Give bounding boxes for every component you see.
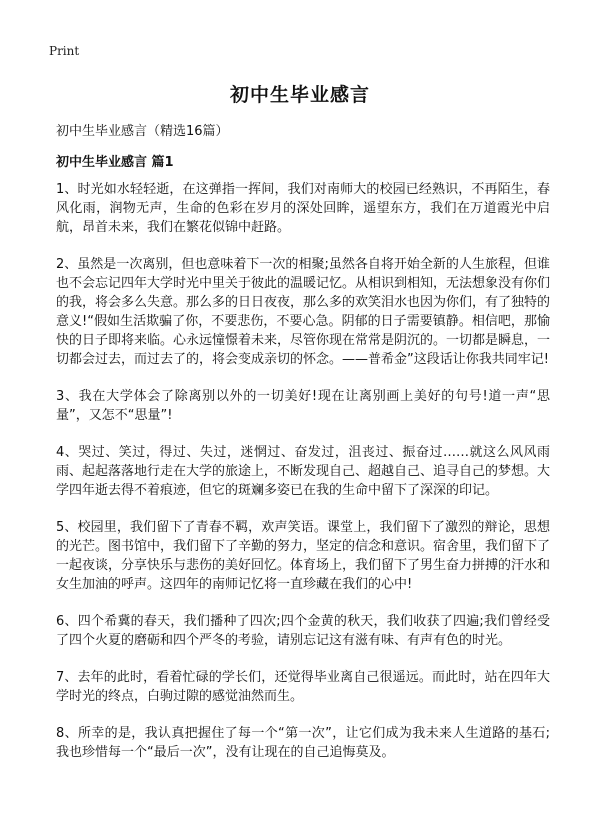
paragraph-3: 3、我在大学体会了除离别以外的一切美好!现在让离别画上美好的句号!道一声“思量”，又怎不“思量”! [56, 389, 550, 423]
document-subtitle: 初中生毕业感言（精选16篇） [56, 124, 229, 139]
paragraph-6: 6、四个希冀的春天，我们播种了四次;四个金黄的秋天，我们收获了四遍;我们曾经受了四个火夏的磨砺和四个严冬的考验，请别忘记这有滋有味、有声有色的时光。 [56, 614, 550, 648]
article-body [56, 180, 550, 780]
paragraph-2: 2、虽然是一次离别，但也意味着下一次的相聚;虽然各自将开始全新的人生旅程，但谁也不会忘记四年大学时光中里关于彼此的温暖记忆。从相识到相知，无法想象没有你们的我，将会多么失意。那么多的日日夜夜，那么多的欢笑泪水也因为你们，有了独特的意义!“假如生活欺骗了你，不要悲伤，不要心急。阴郁的日子需要镇静。相信吧，那愉快的日子即将来临。心永远憧憬着未来，尽管你现在常常是阴沉的。一切都是瞬息，一切都会过去，而过去了的，将会变成亲切的怀念。——普希金”这段话让你我共同牢记! [56, 257, 551, 367]
page-title: 初中生毕业感言 [229, 84, 370, 106]
paragraph-1: 1、时光如水轻轻逝，在这弹指一挥间，我们对南师大的校园已经熟识，不再陌生，春风化雨，润物无声，生命的色彩在岁月的深处回眸，遥望东方，我们在万道霞光中启航，昂首未来，我们在繁花似锦中赶路。 [56, 182, 550, 235]
paragraph-5: 5、校园里，我们留下了青春不羁，欢声笑语。课堂上，我们留下了激烈的辩论，思想的光芒。图书馆中，我们留下了辛勤的努力，坚定的信念和意识。宿舍里，我们留下了一起夜谈，分享快乐与悲伤的美好回忆。体育场上，我们留下了男生奋力拼搏的汗水和女生加油的呼声。这四年的南师记忆将一直珍藏在我们的心中! [56, 520, 551, 592]
paragraph-8: 8、所幸的是，我认真把握住了每一个“第一次”，让它们成为我未来人生道路的基石;我也珍惜每一个“最后一次”，没有让现在的自己追悔莫及。 [56, 726, 550, 760]
print-link[interactable]: Print [49, 44, 80, 58]
paragraph-4: 4、哭过、笑过，得过、失过，迷惘过、奋发过，沮丧过、振奋过……就这么风风雨雨、起起落落地行走在大学的旅途上，不断发现自己、超越自己、追寻自己的梦想。大学四年逝去得不着痕迹，但它的斑斓多姿已在我的生命中留下了深深的印记。 [56, 445, 551, 498]
section-heading: 初中生毕业感言 篇1 [56, 155, 174, 170]
paragraph-7: 7、去年的此时，看着忙碌的学长们，还觉得毕业离自己很遥远。而此时，站在四年大学时光的终点，白驹过隙的感觉油然而生。 [56, 670, 550, 704]
